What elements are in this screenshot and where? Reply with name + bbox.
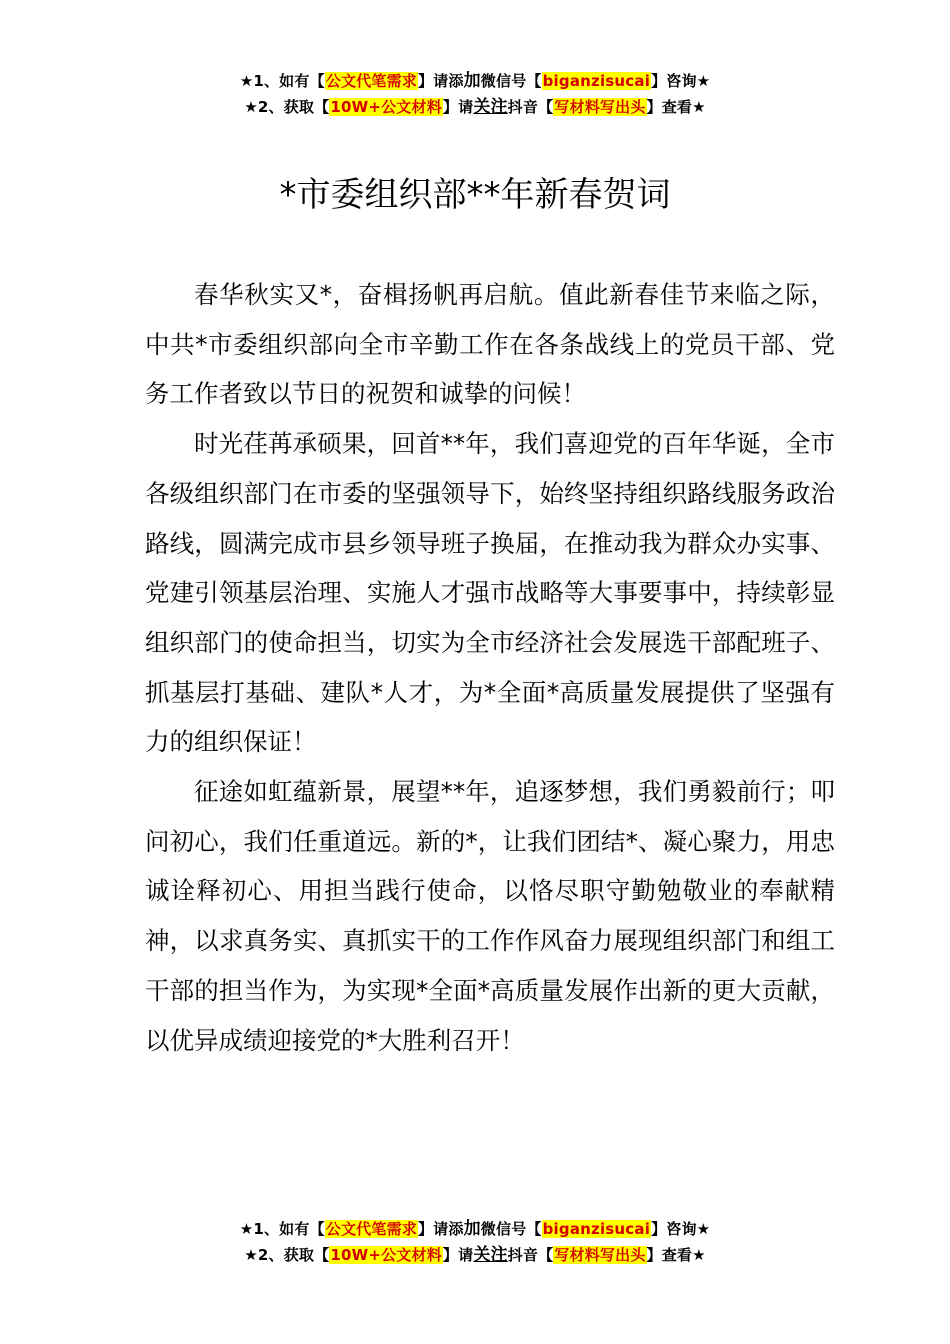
promo-highlight-wechat-id: biganzisucai [542, 1220, 651, 1238]
promo-text: ★2、获取【 [244, 1246, 330, 1264]
promo-text: 】请 [442, 98, 474, 116]
promo-text: ★2、获取【 [244, 98, 330, 116]
paragraph: 征途如虹蕴新景，展望**年，追逐梦想，我们勇毅前行；叩问初心，我们任重道远。新的*，让我们团结*、凝心聚力，用忠诚诠释初心、用担当践行使命，以恪尽职守勤勉敬业的奉献精神，以求真务实、真抓实干的工作作风奋力展现组织部门和组工干部的担当作为，为实现*全面*高质量发展作出新的更大贡献，以优异成绩迎接党的*大胜利召开！ [145, 777, 835, 1055]
promo-text: 抖音【 [507, 1246, 554, 1264]
promo-text: 微信号【 [480, 72, 542, 90]
promo-text: 】请 [442, 1246, 474, 1264]
promo-header [0, 68, 950, 120]
promo-text: 微信号【 [480, 1220, 542, 1238]
promo-emphasis: 加 [463, 71, 481, 91]
promo-highlight-service: 公文代笔需求 [325, 72, 417, 90]
promo-highlight-douyin-account: 写材料写出头 [554, 1246, 646, 1264]
promo-highlight-materials: 10W+公文材料 [330, 1246, 442, 1264]
promo-text: 】咨询★ [651, 72, 711, 90]
promo-highlight-materials: 10W+公文材料 [330, 98, 442, 116]
promo-highlight-douyin-account: 写材料写出头 [554, 98, 646, 116]
promo-emphasis: 关注 [473, 97, 508, 117]
promo-highlight-service: 公文代笔需求 [325, 1220, 417, 1238]
promo-emphasis: 关注 [473, 1245, 508, 1265]
promo-text: ★1、如有【 [239, 72, 325, 90]
promo-line-1 [0, 68, 950, 94]
promo-emphasis: 加 [463, 1219, 481, 1239]
paragraph: 春华秋实又*，奋楫扬帆再启航。值此新春佳节来临之际，中共*市委组织部向全市辛勤工作在各条战线上的党员干部、党务工作者致以节日的祝贺和诚挚的问候！ [145, 280, 835, 409]
promo-footer [0, 1216, 950, 1268]
promo-line-2 [0, 1242, 950, 1268]
promo-text: 抖音【 [507, 98, 554, 116]
promo-text: 】咨询★ [651, 1220, 711, 1238]
promo-highlight-wechat-id: biganzisucai [542, 72, 651, 90]
document-body [145, 270, 835, 1065]
paragraph: 时光荏苒承硕果，回首**年，我们喜迎党的百年华诞，全市各级组织部门在市委的坚强领导下，始终坚持组织路线服务政治路线，圆满完成市县乡领导班子换届，在推动我为群众办实事、党建引领基层治理、实施人才强市战略等大事要事中，持续彰显组织部门的使命担当，切实为全市经济社会发展选干部配班子、抓基层打基础、建队*人才，为*全面*高质量发展提供了坚强有力的组织保证！ [145, 429, 835, 757]
promo-text: 】查看★ [646, 1246, 706, 1264]
promo-text: ★1、如有【 [239, 1220, 325, 1238]
document-title: *市委组织部**年新春贺词 [279, 175, 671, 215]
promo-line-1 [0, 1216, 950, 1242]
promo-text: 】请添 [417, 1220, 464, 1238]
promo-text: 】查看★ [646, 98, 706, 116]
promo-line-2 [0, 94, 950, 120]
promo-text: 】请添 [417, 72, 464, 90]
